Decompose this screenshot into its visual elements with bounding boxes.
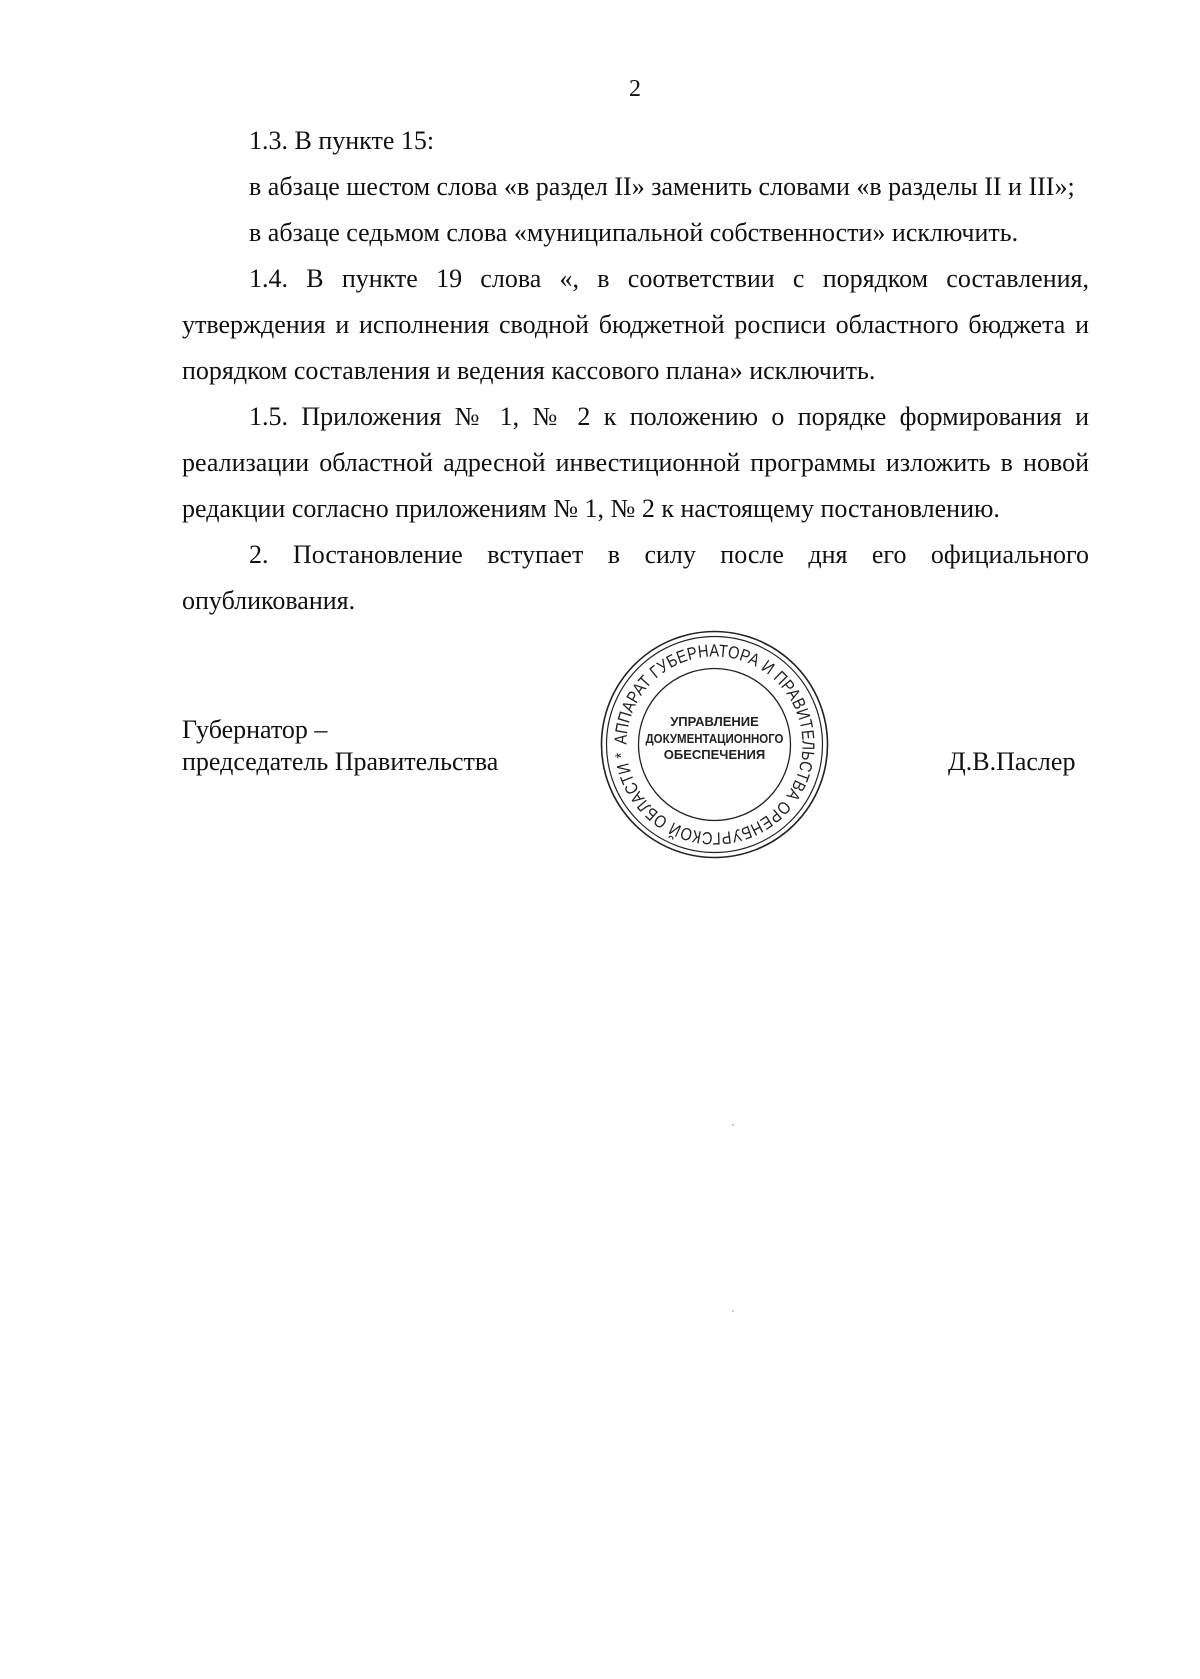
seal-center-line3: ОБЕСПЕЧЕНИЯ [663,747,766,762]
scan-speck [732,1310,734,1312]
paragraph-1-5: 1.5. Приложения № 1, № 2 к положению о порядке формирования и реализации областной адресной инвестиционной программы изложить в новой редакции согласно приложениям № 1, № 2 к настоящему постановлению. [182,402,1089,523]
seal-center-line2: ДОКУМЕНТАЦИОННОГО [645,731,784,746]
signature-position-line1: Губернатор – [182,715,328,744]
document-body [182,118,1089,624]
signature-position-line2: председатель Правительства [182,747,499,776]
scan-speck [732,1124,734,1126]
official-seal [598,628,831,861]
signature-position [182,714,498,778]
paragraph-1-3-sub-2: в абзаце седьмом слова «муниципальной собственности» исключить. [249,218,1019,247]
signatory-name: Д.В.Паслер [948,747,1076,776]
page-number: 2 [629,76,641,102]
paragraph-1-4: 1.4. В пункте 19 слова «, в соответствии с порядком составления, утверждения и исполнения сводной бюджетной росписи областного бюджета и порядком составления и ведения кассового плана» исключить. [182,264,1089,385]
seal-ring-textpath: АППАРАТ ГУБЕРНАТОРА И ПРАВИТЕЛЬСТВА ОРЕНБУРГСКОЙ ОБЛАСТИ * [610,640,819,849]
paragraph-1-3-sub-1: в абзаце шестом слова «в раздел II» заменить словами «в разделы II и III»; [249,172,1075,201]
seal-center-line1: УПРАВЛЕНИЕ [670,714,759,729]
paragraph-2: 2. Постановление вступает в силу после дня его официального опубликования. [182,540,1089,615]
paragraph-1-3: 1.3. В пункте 15: [249,126,435,155]
